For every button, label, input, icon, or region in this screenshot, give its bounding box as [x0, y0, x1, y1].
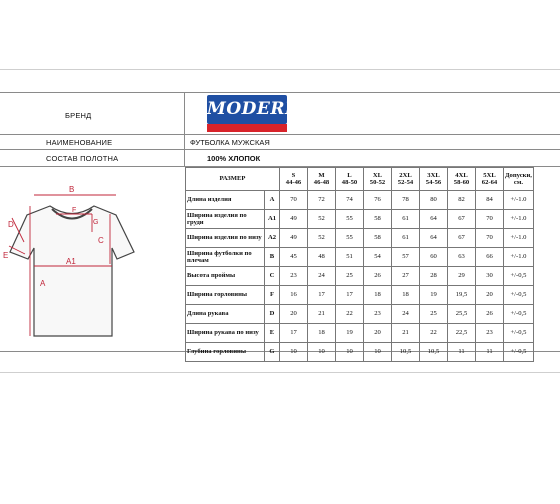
size-value: 10 — [336, 343, 364, 362]
size-value: 49 — [280, 229, 308, 248]
size-value: 10 — [308, 343, 336, 362]
size-value: 80 — [420, 191, 448, 210]
tshirt-diagram — [0, 166, 148, 348]
size-value: 70 — [476, 229, 504, 248]
logo-text: MODERN — [207, 99, 301, 119]
size-value: 26 — [364, 267, 392, 286]
size-col-4xl: 4XL 58-60 — [448, 168, 476, 191]
size-value: 49 — [280, 210, 308, 229]
tolerance-value: +/-0,5 — [504, 343, 534, 362]
bottom-border-faint — [0, 372, 560, 373]
size-value: 24 — [308, 267, 336, 286]
size-value: 19 — [336, 324, 364, 343]
dim-label-f: F — [72, 207, 77, 214]
size-value: 18 — [308, 324, 336, 343]
measurement-code: A2 — [265, 229, 280, 248]
size-col-xl: XL 50-52 — [364, 168, 392, 191]
table-row — [186, 267, 534, 286]
tolerance-value: +/-1.0 — [504, 229, 534, 248]
table-row — [186, 191, 534, 210]
size-value: 20 — [280, 305, 308, 324]
size-value: 61 — [392, 229, 420, 248]
size-value: 30 — [476, 267, 504, 286]
tolerance-header: Допуски, см. — [504, 168, 534, 191]
tshirt-outline — [10, 206, 134, 336]
dim-label-g: G — [93, 219, 99, 226]
measurement-code: F — [265, 286, 280, 305]
size-value: 28 — [420, 267, 448, 286]
size-value: 48 — [308, 248, 336, 267]
size-value: 24 — [392, 305, 420, 324]
size-value: 25 — [420, 305, 448, 324]
size-value: 51 — [336, 248, 364, 267]
size-header: РАЗМЕР — [186, 168, 280, 191]
size-value: 22 — [420, 324, 448, 343]
top-border — [0, 92, 560, 93]
size-col-l: L 48-50 — [336, 168, 364, 191]
size-value: 20 — [364, 324, 392, 343]
measurement-code: D — [265, 305, 280, 324]
name-label: НАИМЕНОВАНИЕ — [46, 138, 113, 147]
measurement-name: Ширина изделия по груди — [186, 210, 265, 229]
brand-logo — [207, 95, 301, 132]
size-value: 61 — [392, 210, 420, 229]
size-value: 22,5 — [448, 324, 476, 343]
size-value: 55 — [336, 229, 364, 248]
measurement-name: Глубина горловины — [186, 343, 265, 362]
top-border-faint — [0, 69, 560, 70]
fabric-label: СОСТАВ ПОЛОТНА — [46, 154, 119, 163]
tolerance-value: +/-0,5 — [504, 267, 534, 286]
table-row — [186, 343, 534, 362]
measurement-code: C — [265, 267, 280, 286]
size-rows — [186, 191, 534, 362]
tolerance-value: +/-0,5 — [504, 324, 534, 343]
measurement-name: Ширина рукава по низу — [186, 324, 265, 343]
divider-name — [0, 149, 560, 150]
size-value: 19 — [420, 286, 448, 305]
size-value: 60 — [420, 248, 448, 267]
size-value: 55 — [336, 210, 364, 229]
measurement-code: G — [265, 343, 280, 362]
measurement-code: A1 — [265, 210, 280, 229]
measurement-code: B — [265, 248, 280, 267]
size-value: 64 — [420, 229, 448, 248]
size-value: 19,5 — [448, 286, 476, 305]
tolerance-value: +/-0,5 — [504, 305, 534, 324]
table-row — [186, 305, 534, 324]
size-value: 20 — [476, 286, 504, 305]
size-value: 58 — [364, 229, 392, 248]
size-value: 57 — [392, 248, 420, 267]
measurement-code: A — [265, 191, 280, 210]
measurement-name: Ширина изделия по низу — [186, 229, 265, 248]
dim-label-d: D — [8, 220, 14, 229]
dim-label-e: E — [3, 251, 9, 260]
column-divider — [184, 92, 185, 166]
size-value: 84 — [476, 191, 504, 210]
size-value: 78 — [392, 191, 420, 210]
size-col-3xl: 3XL 54-56 — [420, 168, 448, 191]
name-value: ФУТБОЛКА МУЖСКАЯ — [190, 138, 270, 147]
size-value: 23 — [280, 267, 308, 286]
table-row — [186, 286, 534, 305]
size-col-2xl: 2XL 52-54 — [392, 168, 420, 191]
size-table — [185, 167, 534, 362]
dim-label-c: C — [98, 236, 104, 245]
size-value: 45 — [280, 248, 308, 267]
tolerance-value: +/-1.0 — [504, 191, 534, 210]
size-col-s: S 44-46 — [280, 168, 308, 191]
tolerance-value: +/-1.0 — [504, 248, 534, 267]
measurement-name: Длина изделия — [186, 191, 265, 210]
table-row — [186, 229, 534, 248]
size-value: 23 — [364, 305, 392, 324]
dim-label-a: A — [40, 279, 46, 288]
size-value: 17 — [280, 324, 308, 343]
dim-label-b: B — [69, 185, 75, 194]
size-value: 27 — [392, 267, 420, 286]
size-value: 82 — [448, 191, 476, 210]
measurement-code: E — [265, 324, 280, 343]
size-value: 23 — [476, 324, 504, 343]
size-value: 67 — [448, 210, 476, 229]
tolerance-value: +/-0,5 — [504, 286, 534, 305]
size-value: 21 — [308, 305, 336, 324]
size-value: 18 — [392, 286, 420, 305]
table-row — [186, 324, 534, 343]
size-value: 10 — [364, 343, 392, 362]
size-col-m: M 46-48 — [308, 168, 336, 191]
measurement-name: Ширина футболки по плечам — [186, 248, 265, 267]
size-value: 74 — [336, 191, 364, 210]
size-value: 10,5 — [392, 343, 420, 362]
divider-brand — [0, 134, 560, 135]
size-value: 66 — [476, 248, 504, 267]
size-value: 21 — [392, 324, 420, 343]
size-value: 63 — [448, 248, 476, 267]
size-value: 52 — [308, 210, 336, 229]
size-value: 72 — [308, 191, 336, 210]
size-value: 70 — [280, 191, 308, 210]
fabric-value: 100% ХЛОПОК — [207, 154, 261, 163]
size-value: 25,5 — [448, 305, 476, 324]
size-value: 64 — [420, 210, 448, 229]
table-row — [186, 248, 534, 267]
size-value: 18 — [364, 286, 392, 305]
measurement-name: Длина рукава — [186, 305, 265, 324]
size-value: 22 — [336, 305, 364, 324]
brand-label: БРЕНД — [65, 111, 92, 120]
size-value: 16 — [280, 286, 308, 305]
size-value: 11 — [476, 343, 504, 362]
size-value: 67 — [448, 229, 476, 248]
size-value: 29 — [448, 267, 476, 286]
size-value: 52 — [308, 229, 336, 248]
size-value: 10 — [280, 343, 308, 362]
size-value: 54 — [364, 248, 392, 267]
table-row — [186, 210, 534, 229]
size-col-5xl: 5XL 62-64 — [476, 168, 504, 191]
measurement-name: Высота проймы — [186, 267, 265, 286]
size-value: 10,5 — [420, 343, 448, 362]
size-value: 58 — [364, 210, 392, 229]
size-value: 76 — [364, 191, 392, 210]
size-value: 11 — [448, 343, 476, 362]
size-value: 26 — [476, 305, 504, 324]
size-value: 17 — [336, 286, 364, 305]
table-header-row — [186, 168, 534, 191]
size-value: 70 — [476, 210, 504, 229]
dim-label-a1: A1 — [66, 257, 76, 266]
size-value: 17 — [308, 286, 336, 305]
logo-stripe — [207, 124, 287, 132]
tolerance-value: +/-1.0 — [504, 210, 534, 229]
size-value: 25 — [336, 267, 364, 286]
measurement-name: Ширина горловины — [186, 286, 265, 305]
